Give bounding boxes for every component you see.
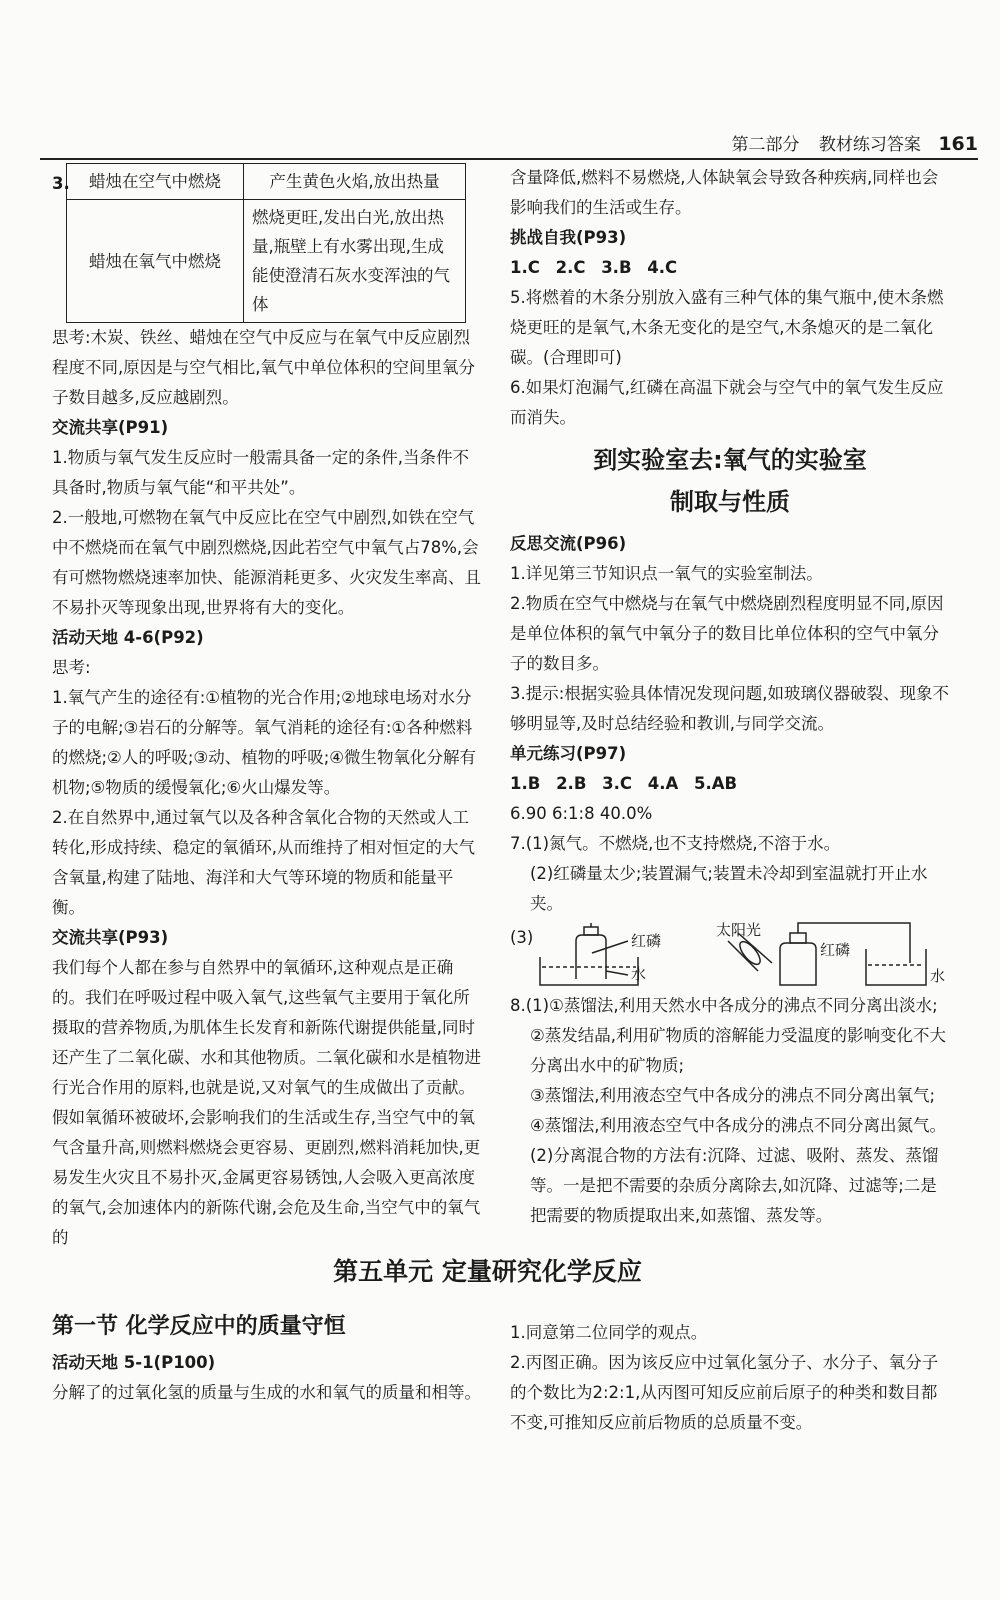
trough-apparatus	[540, 923, 638, 985]
page-header	[732, 130, 978, 155]
list-item: 2.在自然界中,通过氧气以及各种含氧化合物的天然或人工转化,形成持续、稳定的氧循环,从而维持了相对恒定的大气含氧量,构建了陆地、海洋和大气等环境的物质和能量平衡。	[52, 808, 475, 917]
left-column	[52, 163, 482, 1253]
page-number: 161	[938, 133, 978, 155]
list-item: ②蒸发结晶,利用矿物质的溶解能力受温度的影响变化不大分离出水中的矿物质;	[530, 1026, 947, 1075]
figure-label: (3)	[510, 928, 534, 947]
share2-paragraph: 我们每个人都在参与自然界中的氧循环,这种观点是正确的。我们在呼吸过程中吸入氧气,这些氧气主要用于氧化所摄取的营养物质,为肌体生长发育和新陈代谢提供能量,同时还产生了二氧化碳、水和其他物质。二氧化碳和水是植物进行光合作用的原料,也就是说,又对氧气的生成做出了贡献。假如氧循环被破坏,会影响我们的生活或生存,当空气中的氧气含量升高,则燃料燃烧会更容易、更剧烈,燃料消耗加快,更易发生火灾且不易扑灭,金属更容易锈蚀,人会吸入更高浓度的氧气,会加速体内的新陈代谢,会危及生命,当空气中的氧气的	[52, 958, 481, 1247]
activity-paragraph: 分解了的过氧化氢的质量与生成的水和氧气的质量和相等。	[52, 1383, 481, 1402]
lab-title-line: 制取与性质	[670, 488, 790, 516]
list-item: 8.(1)①蒸馏法,利用天然水中各成分的沸点不同分离出淡水;	[510, 996, 938, 1015]
section-heading: 活动天地 5-1(P100)	[52, 1353, 216, 1372]
section-heading: 单元练习(P97)	[510, 744, 627, 763]
list-item: 1.物质与氧气发生反应时一般需具备一定的条件,当条件不具备时,物质与氧气能“和平共处”。	[52, 448, 469, 497]
list-item: 5.将燃着的木条分别放入盛有三种气体的集气瓶中,使木条燃烧更旺的是氧气,木条无变化的是空气,木条熄灭的是二氧化碳。(合理即可)	[510, 288, 944, 367]
table-cell: 产生黄色火焰,放出热量	[244, 164, 466, 200]
list-item: 3.提示:根据实验具体情况发现问题,如玻璃仪器破裂、现象不够明显等,及时总结经验和教训,与同学交流。	[510, 684, 950, 733]
list-item: (2)分离混合物的方法有:沉降、过滤、吸附、蒸发、蒸馏等。一是把不需要的杂质分离除去,如沉降、过滤等;二是把需要的物质提取出来,如蒸馏、蒸发等。	[530, 1146, 939, 1225]
list-item: 1.同意第二位同学的观点。	[510, 1323, 708, 1342]
header-section: 第二部分	[731, 135, 800, 155]
right-column	[510, 163, 950, 1231]
table-number: 3.	[52, 174, 70, 193]
figure-label: 红磷	[820, 941, 851, 959]
list-item: ④蒸馏法,利用液态空气中各成分的沸点不同分离出氮气。	[530, 1116, 947, 1135]
figure-label: 水	[631, 965, 647, 983]
table-cell: 蜡烛在空气中燃烧	[67, 164, 244, 200]
apparatus-diagram	[510, 919, 950, 991]
answer-line: 1.C 2.C 3.B 4.C	[510, 258, 678, 277]
list-item: 7.(1)氮气。不燃烧,也不支持燃烧,不溶于水。	[510, 834, 841, 853]
header-rule	[40, 158, 978, 160]
list-item: (2)红磷量太少;装置漏气;装置未冷却到室温就打开止水夹。	[530, 864, 928, 913]
answer-line: 6.90 6:1:8 40.0%	[510, 804, 653, 823]
table-row	[67, 164, 466, 200]
list-item: 2.一般地,可燃物在氧气中反应比在空气中剧烈,如铁在空气中不燃烧而在氧气中剧烈燃烧,因此若空气中氧气占78%,会有可燃物燃烧速率加快、能源消耗更多、火灾发生率高、且不易扑灭等现象出现,世界将有大的变化。	[52, 508, 481, 617]
experiment-figures	[510, 919, 950, 991]
table-cell: 燃烧更旺,发出白光,放出热量,瓶壁上有水雾出现,生成能使澄清石灰水变浑浊的气体	[244, 200, 466, 323]
comparison-table	[66, 163, 466, 323]
lab-section-title	[510, 439, 950, 523]
unit5-right	[510, 1318, 950, 1438]
list-item: 6.如果灯泡漏气,红磷在高温下就会与空气中的氧气发生反应而消失。	[510, 378, 944, 427]
answer-line: 1.B 2.B 3.C 4.A 5.AB	[510, 774, 738, 793]
section-heading: 交流共享(P93)	[52, 928, 169, 947]
unit-title: 第五单元 定量研究化学反应	[333, 1257, 642, 1286]
section-title: 第一节 化学反应中的质量守恒	[52, 1314, 346, 1339]
figure-label: 太阳光	[716, 921, 762, 939]
list-item: 1.氧气产生的途径有:①植物的光合作用;②地球电场对水分子的电解;③岩石的分解等。氧气消耗的途径有:①各种燃料的燃烧;②人的呼吸;③动、植物的呼吸;④微生物氧化分解有机物;⑤物质的缓慢氧化;⑥火山爆发等。	[52, 688, 477, 797]
list-item: 1.详见第三节知识点一氧气的实验室制法。	[510, 564, 823, 583]
thinking-paragraph: 思考:木炭、铁丝、蜡烛在空气中反应与在氧气中反应剧烈程度不同,原因是与空气相比,氧气中单位体积的空间里氧分子数目越多,反应越剧烈。	[52, 328, 475, 407]
lab-title-line: 到实验室去:氧气的实验室	[593, 446, 867, 474]
section-heading: 活动天地 4-6(P92)	[52, 628, 204, 647]
unit5-left	[52, 1312, 482, 1408]
figure-label: 红磷	[631, 932, 662, 950]
section-heading: 反思交流(P96)	[510, 534, 627, 553]
section-heading: 挑战自我(P93)	[510, 228, 627, 247]
section-heading: 交流共享(P91)	[52, 418, 169, 437]
list-item: 2.丙图正确。因为该反应中过氧化氢分子、水分子、氧分子的个数比为2:2:1,从丙图可知反应前后原子的种类和数目都不变,可推知反应前后物质的总质量不变。	[510, 1353, 939, 1432]
list-item: ③蒸馏法,利用液态空气中各成分的沸点不同分离出氧气;	[530, 1086, 936, 1105]
table-block	[52, 163, 482, 323]
activity-label: 思考:	[52, 658, 91, 677]
continuation-paragraph: 含量降低,燃料不易燃烧,人体缺氧会导致各种疾病,同样也会影响我们的生活或生存。	[510, 168, 939, 217]
figure-label: 水	[930, 967, 946, 985]
table-row	[67, 200, 466, 323]
list-item: 2.物质在空气中燃烧与在氧气中燃烧剧烈程度明显不同,原因是单位体积的氧气中氧分子的数目比单位体积的空气中氧分子的数目多。	[510, 594, 944, 673]
table-cell: 蜡烛在氧气中燃烧	[67, 200, 244, 323]
header-subtitle: 教材练习答案	[818, 135, 921, 155]
